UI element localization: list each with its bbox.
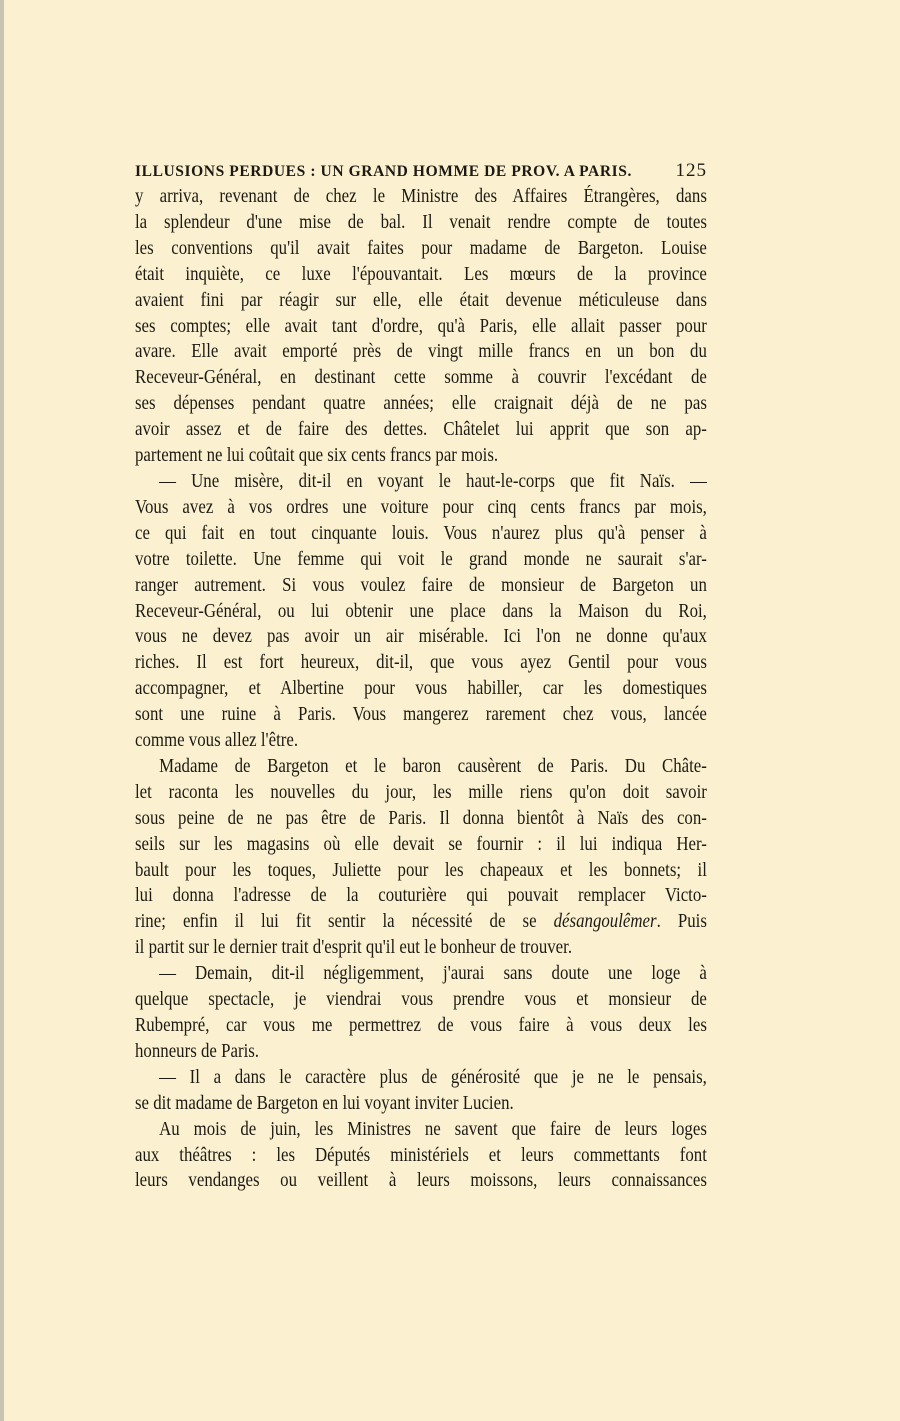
italic-word: désangoulêmer	[553, 911, 657, 933]
text-line: ranger autrement. Si vous voulez faire de monsieur de Bargeton un	[135, 574, 707, 596]
text-line: quelque spectacle, je viendrai vous prendre vous et monsieur de	[135, 989, 707, 1011]
text-line: accompagner, et Albertine pour vous habiller, car les domestiques	[135, 678, 707, 700]
text-line: leurs vendanges ou veillent à leurs moissons, leurs connaissances	[135, 1170, 707, 1192]
text-line: Receveur-Général, en destinant cette somme à couvrir l'excédant de	[135, 367, 707, 389]
text-line: avaient fini par réagir sur elle, elle était devenue méticuleuse dans	[135, 289, 707, 311]
text-line: Madame de Bargeton et le baron causèrent de Paris. Du Châte-	[159, 755, 707, 777]
paragraph	[135, 961, 707, 1065]
body-text	[135, 184, 707, 1194]
text-line: avoir assez et de faire des dettes. Châtelet lui apprit que son ap-	[135, 419, 707, 441]
paragraph	[135, 754, 707, 961]
text-line: il partit sur le dernier trait d'esprit qu'il eut le bonheur de trouver.	[135, 937, 573, 959]
running-header	[135, 158, 707, 184]
text-line: avare. Elle avait emporté près de vingt mille francs en un bon du	[135, 341, 707, 363]
text-line: — Il a dans le caractère plus de générosité que je ne le pensais,	[159, 1066, 707, 1088]
book-page	[135, 158, 707, 1194]
text-line: honneurs de Paris.	[135, 1040, 260, 1062]
text-line: se dit madame de Bargeton en lui voyant inviter Lucien.	[135, 1092, 514, 1114]
text-line: comme vous allez l'être.	[135, 730, 299, 752]
text-line: Rubempré, car vous me permettrez de vous faire à vous deux les	[135, 1015, 707, 1036]
text-line: aux théâtres : les Députés ministériels et leurs commettants font	[135, 1144, 707, 1166]
text-line: lui donna l'adresse de la couturière qui pouvait remplacer Victo-	[135, 885, 707, 907]
text-line: les conventions qu'il avait faites pour madame de Bargeton. Louise	[135, 237, 707, 259]
text-line: ses comptes; elle avait tant d'ordre, qu'à Paris, elle allait passer pour	[135, 315, 707, 337]
text-line: seils sur les magasins où elle devait se fournir : il lui indiqua Her-	[135, 833, 707, 855]
paragraph	[135, 184, 707, 469]
text-line: — Une misère, dit-il en voyant le haut-le-corps que fit Naïs. —	[159, 470, 707, 492]
text-line: y arriva, revenant de chez le Ministre des Affaires Étrangères, dans	[135, 186, 707, 207]
page-number: 125	[675, 160, 707, 181]
text-line: bault pour les toques, Juliette pour les chapeaux et les bonnets; il	[135, 859, 707, 881]
text-line: ce qui fait en tout cinquante louis. Vous n'aurez plus qu'à penser à	[135, 522, 707, 544]
paragraph	[135, 1065, 707, 1117]
text-line: rine; enfin il lui fit sentir la nécessité de se désangoulêmer. Puis	[135, 911, 707, 933]
text-line: votre toilette. Une femme qui voit le grand monde ne saurait s'ar-	[135, 548, 707, 570]
running-title: ILLUSIONS PERDUES : UN GRAND HOMME DE PROV. A PARIS.	[135, 163, 632, 180]
text-line: sous peine de ne pas être de Paris. Il donna bientôt à Naïs des con-	[135, 807, 707, 829]
text-line: — Demain, dit-il négligemment, j'aurai sans doute une loge à	[159, 963, 707, 985]
paragraph	[135, 1117, 707, 1195]
text-line: let raconta les nouvelles du jour, les mille riens qu'on doit savoir	[135, 781, 707, 803]
page-edge	[0, 0, 4, 1421]
text-line: ses dépenses pendant quatre années; elle craignait déjà de ne pas	[135, 393, 707, 415]
text-line: sont une ruine à Paris. Vous mangerez rarement chez vous, lancée	[135, 704, 707, 726]
paragraph	[135, 469, 707, 754]
text-line: Receveur-Général, ou lui obtenir une place dans la Maison du Roi,	[135, 600, 707, 622]
text-line: riches. Il est fort heureux, dit-il, que vous ayez Gentil pour vous	[135, 652, 707, 674]
text-line: était inquiète, ce luxe l'épouvantait. Les mœurs de la province	[135, 263, 707, 285]
text-line: vous ne devez pas avoir un air misérable. Ici l'on ne donne qu'aux	[135, 626, 707, 648]
text-line: Au mois de juin, les Ministres ne savent que faire de leurs loges	[159, 1118, 707, 1140]
text-line: la splendeur d'une mise de bal. Il venait rendre compte de toutes	[135, 211, 707, 233]
text-line: Vous avez à vos ordres une voiture pour cinq cents francs par mois,	[135, 496, 707, 518]
text-line: partement ne lui coûtait que six cents francs par mois.	[135, 445, 499, 467]
